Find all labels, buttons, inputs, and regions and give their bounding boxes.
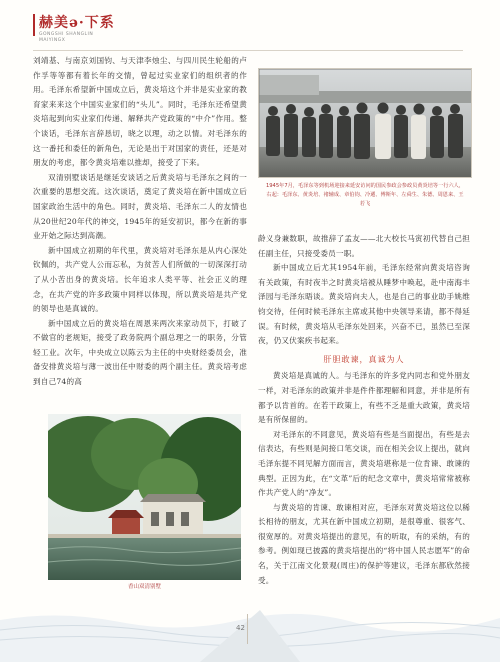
group-photo-caption: 1945年7月，毛泽东等到机场迎接来延安访问的国民参政会参政员黄炎培等一行六人，右起：毛泽东、黄炎培、褚辅成、章伯钧、冷遹、傅斯年、左舜生、朱德、周恩来、王若飞 [265,183,465,207]
paragraph: 双清别墅谈话是继延安谈话之后黄炎培与毛泽东之间的一次重要的思想交流。这次谈话，奠定了黄炎培在新中国成立后国家政治生活中的角色。同时，黄炎培、毛泽东二人的友情也从20世纪20年代的神交，1945年的延安初识，都今在新的事业开始之际达到高潮。 [33,172,247,241]
paragraph: 黄炎培是真诚的人。与毛泽东的许多党内同志和党外朋友一样，对毛泽东的政策并非是件件都理解和同意，并非是所有都予以肯首的。在若干政策上，有些不乏是重大政策，黄炎培是有所保留的。 [258,371,470,425]
left-column-text [33,54,247,414]
paragraph: 新中国成立后尤其1954年前，毛泽东经常向黄炎培咨询有关政策，有时夜半之时黄炎培被从睡梦中唤起，赴中南海丰泽园与毛泽东晤谈。黄炎培向夫人，也是自己的事业助手姚维钧交待，任何时候毛泽东主席或其他中央领导来请，都不得延误。有时候，黄炎培从毛泽东处回来，兴奋不已，虽然已至深夜，仍又伏案疾书起来。 [258,263,470,346]
historic-group-photo [258,68,472,178]
villa-photo-caption: 香山双清别墅 [127,584,161,590]
paragraph: 新中国成立初期的年代里，黄炎培对毛泽东是从内心深处钦佩的，共产党人公而忘私，为贫苦人们所做的一切深深打动了从小苦出身的黄炎培。长年追求人类平等、社会正义的理念，在共产党的许多政策中同样以体现，所以黄炎培是共产党的领导也是真诚的。 [33,245,247,314]
masthead-subtitle-line2: MAIYINGX [39,38,66,43]
masthead [33,6,123,50]
masthead-subtitle-line1: GONGSHI SHANGLIN [39,32,94,37]
paragraph: 与黄炎培的肯谏、敢谏相对应，毛泽东对黄炎培这位以稀长相待的朋友，尤其在新中国成立初期，是很尊重、很客气、很宽厚的。对黄炎培提出的意见，有的听取，有的采纳，有的参考。例如现已披露的黄炎培提出的“将中国人民志愿军”的命名，关于江南文化景观(周庄)的保护等建议，毛泽东都欣然接受。 [258,502,470,585]
decorative-wave-background [0,590,500,662]
paragraph: 新中国成立后的黄炎培在周恩来两次来家动员下，打破了不做官的老规矩，接受了政务院两个副总理之一的职务，分管轻工业。次年，中央成立以陈云为主任的中央财经委员会，准备安排黄炎培与薄一波出任中财委的两个副主任。黄炎培考虑到自己74的高 [33,318,247,387]
paragraph: 龄义身兼数职，故推辞了孟友——北大校长马寅初代替自己担任副主任，只接受委员一职。 [258,234,470,258]
header-rule [33,50,463,51]
page-number-divider [247,614,248,644]
wave-decoration [0,590,500,662]
group-photo-image [259,69,472,178]
masthead-subtitle [39,32,93,44]
masthead-title: 赫美ə·下系 [39,15,115,31]
villa-photo-image [48,414,241,580]
masthead-bar [33,14,35,36]
page-number: 42 [236,624,245,632]
paragraph: 刘靖基、与南京刘国钧、与天津李烛尘、与四川民生轮船的卢作孚等等都有着长年的交情，曾起过实业家们的组织者的作用。毛泽东希望新中国成立后，黄炎培这个并非是实业家的教育家来来这个中国实业家们的“头儿”。同时，毛泽东还希望黄炎培起到向实业家们传递、解释共产党政策的“中介”作用。整个谈话，毛泽东言辞恳切，晓之以理，动之以情。对毛泽东的这一番托和委任的新角色，无论是出于对国家的责任，还是对朋友的考虑，都令黄炎培难以推却，接受了下来。 [33,56,247,168]
villa-photo [48,414,241,580]
paragraph: 对毛泽东的不同意见，黄炎培有些是当面提出，有些是去信表达，有些则是间接口笔交谈，而在相关会议上提出，就向毛泽东提不同见解方面而言，黄炎培堪称是一位肯谏、敢谏的典型。正因为此，在“文革”后的纪念文章中，黄炎培常常被称作共产党人的“净友”。 [258,429,470,498]
section-heading: 肝胆敢谏，真诚为人 [323,354,405,364]
